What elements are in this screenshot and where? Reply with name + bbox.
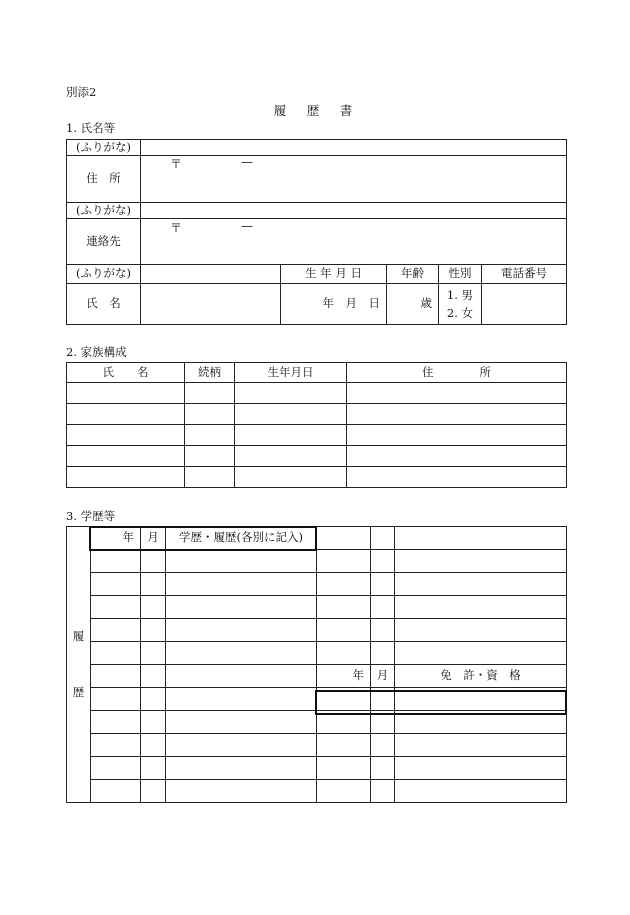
license-month-cell[interactable] <box>371 734 395 757</box>
edu-entry-cell[interactable] <box>166 596 317 619</box>
history-cell[interactable] <box>395 619 567 642</box>
family-relation-cell[interactable] <box>185 404 235 425</box>
edu-month-cell[interactable] <box>141 780 166 803</box>
table-row <box>67 550 567 573</box>
history-cell[interactable] <box>317 596 371 619</box>
education-header-frame <box>89 526 317 551</box>
edu-month-cell[interactable] <box>141 757 166 780</box>
table-row <box>67 596 567 619</box>
family-birthdate-cell[interactable] <box>235 383 347 404</box>
history-side-char-1: 履 <box>72 628 85 643</box>
edu-month-cell[interactable] <box>141 550 166 573</box>
contact-field[interactable] <box>141 219 567 265</box>
license-month-cell[interactable] <box>371 757 395 780</box>
family-name-cell[interactable] <box>67 404 185 425</box>
edu-entry-cell[interactable] <box>166 780 317 803</box>
furigana-label: (ふりがな) <box>67 265 141 284</box>
history-side-label <box>67 527 91 803</box>
family-col-name: 氏 名 <box>67 363 185 383</box>
history-table <box>66 526 567 803</box>
phone-header: 電話番号 <box>482 265 567 284</box>
education-header: 学歴・履歴(各別に記入) <box>166 527 317 550</box>
license-month-header: 月 <box>371 665 395 688</box>
birthdate-header: 生 年 月 日 <box>281 265 387 284</box>
edu-year-cell[interactable] <box>91 665 141 688</box>
license-header-frame <box>315 690 567 715</box>
history-cell[interactable] <box>395 642 567 665</box>
table-row <box>67 780 567 803</box>
edu-entry-cell[interactable] <box>166 757 317 780</box>
family-birthdate-cell[interactable] <box>235 425 347 446</box>
family-name-cell[interactable] <box>67 383 185 404</box>
history-cell[interactable] <box>395 596 567 619</box>
table-row <box>67 404 567 425</box>
history-cell[interactable] <box>317 573 371 596</box>
furigana-name-field[interactable] <box>141 265 281 284</box>
edu-month-cell[interactable] <box>141 688 166 711</box>
section-1-heading: 1. 氏名等 <box>66 121 116 135</box>
history-cell[interactable] <box>371 596 395 619</box>
personal-info-table <box>66 139 567 325</box>
edu-year-cell[interactable] <box>91 573 141 596</box>
furigana-label: (ふりがな) <box>67 203 141 219</box>
history-side-char-2: 歴 <box>72 685 85 699</box>
contact-label: 連絡先 <box>67 219 141 265</box>
edu-month-cell[interactable] <box>141 734 166 757</box>
family-address-cell[interactable] <box>347 383 567 404</box>
edu-year-cell[interactable] <box>91 642 141 665</box>
birthdate-field[interactable]: 年 月 日 <box>281 284 387 325</box>
attachment-label: 別添2 <box>66 85 97 99</box>
table-row <box>67 734 567 757</box>
edu-entry-cell[interactable] <box>166 642 317 665</box>
edu-month-cell[interactable] <box>141 619 166 642</box>
family-col-relation: 続柄 <box>185 363 235 383</box>
history-cell[interactable] <box>317 550 371 573</box>
edu-entry-cell[interactable] <box>166 573 317 596</box>
history-cell[interactable] <box>371 550 395 573</box>
edu-entry-cell[interactable] <box>166 711 317 734</box>
family-address-cell[interactable] <box>347 425 567 446</box>
family-birthdate-cell[interactable] <box>235 404 347 425</box>
family-name-cell[interactable] <box>67 425 185 446</box>
family-birthdate-cell[interactable] <box>235 446 347 467</box>
family-relation-cell[interactable] <box>185 446 235 467</box>
license-year-header: 年 <box>317 665 371 688</box>
table-row <box>67 383 567 404</box>
edu-month-cell[interactable] <box>141 596 166 619</box>
edu-year-cell[interactable] <box>91 550 141 573</box>
family-name-cell[interactable] <box>67 467 185 488</box>
age-field[interactable]: 歳 <box>387 284 439 325</box>
furigana-label: (ふりがな) <box>67 140 141 156</box>
gender-female[interactable]: 2. 女 <box>446 306 474 320</box>
edu-year-cell[interactable] <box>91 596 141 619</box>
table-row <box>67 642 567 665</box>
license-year-cell[interactable] <box>317 757 371 780</box>
phone-field[interactable] <box>482 284 567 325</box>
family-relation-cell[interactable] <box>185 467 235 488</box>
name-field[interactable] <box>141 284 281 325</box>
postal-mark-icon: 〒 <box>170 221 183 235</box>
license-header: 免 許・資 格 <box>395 665 567 688</box>
edu-entry-cell[interactable] <box>166 550 317 573</box>
family-address-cell[interactable] <box>347 404 567 425</box>
gender-options[interactable] <box>439 284 482 325</box>
edu-month-cell[interactable] <box>141 665 166 688</box>
history-cell[interactable] <box>371 527 395 550</box>
document-title: 履 歴 書 <box>273 103 357 118</box>
edu-year-cell[interactable] <box>91 757 141 780</box>
history-cell[interactable] <box>371 619 395 642</box>
history-cell[interactable] <box>395 527 567 550</box>
edu-year-cell[interactable] <box>91 688 141 711</box>
license-year-cell[interactable] <box>317 780 371 803</box>
edu-month-cell[interactable] <box>141 642 166 665</box>
gender-header: 性別 <box>439 265 482 284</box>
edu-entry-cell[interactable] <box>166 734 317 757</box>
license-entry-cell[interactable] <box>395 734 567 757</box>
family-col-address: 住 所 <box>347 363 567 383</box>
edu-year-header: 年 <box>91 527 141 550</box>
edu-month-cell[interactable] <box>141 573 166 596</box>
section-3-heading: 3. 学歴等 <box>66 509 116 523</box>
table-row <box>67 573 567 596</box>
name-label: 氏 名 <box>67 284 141 325</box>
table-row <box>67 425 567 446</box>
postal-dash: — <box>241 219 253 233</box>
table-row <box>67 446 567 467</box>
family-name-cell[interactable] <box>67 446 185 467</box>
gender-male[interactable]: 1. 男 <box>446 288 474 302</box>
family-relation-cell[interactable] <box>185 383 235 404</box>
history-cell[interactable] <box>371 642 395 665</box>
edu-month-header: 月 <box>141 527 166 550</box>
age-header: 年齢 <box>387 265 439 284</box>
history-cell[interactable] <box>371 573 395 596</box>
edu-year-cell[interactable] <box>91 780 141 803</box>
history-cell[interactable] <box>395 550 567 573</box>
history-cell[interactable] <box>317 619 371 642</box>
edu-entry-cell[interactable] <box>166 688 317 711</box>
section-2-heading: 2. 家族構成 <box>66 345 127 359</box>
edu-entry-cell[interactable] <box>166 619 317 642</box>
license-entry-cell[interactable] <box>395 757 567 780</box>
edu-year-cell[interactable] <box>91 619 141 642</box>
postal-dash: — <box>241 155 253 169</box>
family-relation-cell[interactable] <box>185 425 235 446</box>
edu-year-cell[interactable] <box>91 734 141 757</box>
license-year-cell[interactable] <box>317 734 371 757</box>
table-row <box>67 757 567 780</box>
license-entry-cell[interactable] <box>395 780 567 803</box>
table-row <box>67 619 567 642</box>
family-birthdate-cell[interactable] <box>235 467 347 488</box>
family-table <box>66 362 567 488</box>
family-address-cell[interactable] <box>347 446 567 467</box>
family-address-cell[interactable] <box>347 467 567 488</box>
edu-month-cell[interactable] <box>141 711 166 734</box>
license-month-cell[interactable] <box>371 780 395 803</box>
furigana-address-field[interactable] <box>141 140 567 156</box>
furigana-contact-field[interactable] <box>141 203 567 219</box>
address-label: 住 所 <box>67 156 141 203</box>
edu-year-cell[interactable] <box>91 711 141 734</box>
address-field[interactable] <box>141 156 567 203</box>
history-cell[interactable] <box>317 642 371 665</box>
postal-mark-icon: 〒 <box>170 157 183 171</box>
family-col-birthdate: 生年月日 <box>235 363 347 383</box>
history-cell[interactable] <box>395 573 567 596</box>
table-row <box>67 467 567 488</box>
edu-entry-cell[interactable] <box>166 665 317 688</box>
history-cell[interactable] <box>317 527 371 550</box>
